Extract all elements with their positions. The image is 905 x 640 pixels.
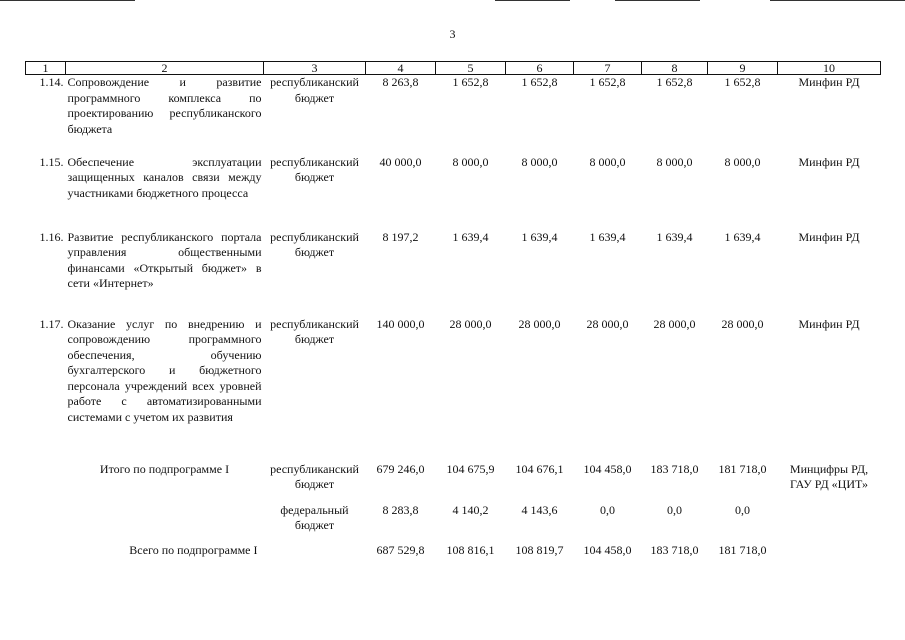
- row-value: 181 718,0: [718, 542, 767, 557]
- row-value: 28 000,0: [518, 316, 561, 331]
- page-number: 3: [449, 27, 456, 41]
- empty-cell: [26, 462, 66, 503]
- row-value: 8 000,0: [724, 154, 761, 169]
- row-source: федеральный бюджет: [280, 502, 349, 532]
- row-value: 0,0: [600, 502, 615, 517]
- row-value: 1 639,4: [521, 229, 558, 244]
- column-header: 5: [436, 62, 506, 75]
- top-rule-left: [0, 0, 135, 1]
- top-rule-far-right: [770, 0, 905, 1]
- row-index: 1.16.: [39, 229, 64, 244]
- row-value: 28 000,0: [449, 316, 492, 331]
- total-row-federal: [26, 503, 881, 543]
- empty-cell: [264, 543, 366, 563]
- row-responsible: Минфин РД: [798, 154, 860, 169]
- row-value: 8 000,0: [452, 154, 489, 169]
- row-responsible: Минфин РД: [798, 75, 860, 89]
- row-value: 679 246,0: [376, 461, 425, 476]
- row-value: 108 819,7: [515, 542, 564, 557]
- row-responsible: Минцифры РД, ГАУ РД «ЦИТ»: [789, 461, 869, 491]
- row-value: 140 000,0: [376, 316, 425, 331]
- table-row: [26, 155, 881, 230]
- row-value: 104 675,9: [446, 461, 495, 476]
- column-header: 7: [574, 62, 642, 75]
- row-value: 183 718,0: [650, 461, 699, 476]
- itogo-label: Итого по подпрограмме I: [99, 461, 230, 476]
- row-value: 8 197,2: [382, 229, 419, 244]
- row-value: 40 000,0: [379, 154, 422, 169]
- row-value: 1 652,8: [521, 75, 558, 89]
- empty-cell: [26, 503, 66, 543]
- row-source: республиканский бюджет: [270, 154, 359, 184]
- row-value: 104 458,0: [583, 461, 632, 476]
- row-value: 687 529,8: [376, 542, 425, 557]
- row-name: Обеспечение эксплуатации защищенных каналов связи между участниками бюджетного процесса: [67, 154, 262, 200]
- row-value: 1 639,4: [656, 229, 693, 244]
- row-value: 1 652,8: [452, 75, 489, 89]
- row-source: республиканский бюджет: [270, 75, 359, 105]
- row-value: 1 639,4: [452, 229, 489, 244]
- table-row: [26, 230, 881, 317]
- column-header: 3: [264, 62, 366, 75]
- row-value: 1 652,8: [589, 75, 626, 89]
- column-header: 2: [66, 62, 264, 75]
- row-name: Развитие республиканского портала управления общественными финансами «Открытый бюджет» в сети «Интернет»: [67, 229, 262, 290]
- row-value: 4 143,6: [521, 502, 558, 517]
- top-rule-right: [615, 0, 700, 1]
- vsego-label: Всего по подпрограмме I: [129, 542, 258, 557]
- row-name: Сопровождение и развитие программного комплекса по проектированию республиканского бюджета: [67, 75, 262, 136]
- row-value: 4 140,2: [452, 502, 489, 517]
- total-row-republican: [26, 462, 881, 503]
- row-name: Оказание услуг по внедрению и сопровождению программного обеспечения, обучению бухгалтерского и бюджетного персонала учреждений всех уровней работе с автоматизированными системами с учетом их развития: [67, 316, 262, 424]
- column-header: 4: [366, 62, 436, 75]
- top-rule-middle: [495, 0, 570, 1]
- row-value: 1 639,4: [724, 229, 761, 244]
- row-index: 1.14.: [39, 75, 64, 89]
- row-value: 1 639,4: [589, 229, 626, 244]
- grand-total-row: [26, 543, 881, 563]
- empty-cell: [26, 543, 66, 563]
- row-value: 181 718,0: [718, 461, 767, 476]
- row-value: 8 263,8: [382, 75, 419, 89]
- row-value: 8 000,0: [521, 154, 558, 169]
- column-number-row: [26, 62, 881, 75]
- row-value: 0,0: [667, 502, 682, 517]
- empty-cell: [778, 543, 881, 563]
- row-value: 28 000,0: [586, 316, 629, 331]
- row-index: 1.15.: [39, 154, 64, 169]
- row-source: республиканский бюджет: [270, 316, 359, 346]
- table-row: [26, 75, 881, 155]
- row-value: 0,0: [735, 502, 750, 517]
- row-responsible: Минфин РД: [798, 229, 860, 244]
- row-index: 1.17.: [39, 316, 64, 331]
- budget-table: [25, 61, 881, 563]
- row-value: 108 816,1: [446, 542, 495, 557]
- row-value: 8 000,0: [656, 154, 693, 169]
- row-value: 104 458,0: [583, 542, 632, 557]
- table-row: [26, 317, 881, 462]
- row-value: 104 676,1: [515, 461, 564, 476]
- row-value: 8 283,8: [382, 502, 419, 517]
- column-header: 1: [26, 62, 66, 75]
- row-source: республиканский бюджет: [270, 461, 359, 491]
- row-value: 1 652,8: [656, 75, 693, 89]
- column-header: 8: [642, 62, 708, 75]
- row-responsible: Минфин РД: [798, 316, 860, 331]
- empty-cell: [66, 503, 264, 543]
- row-value: 28 000,0: [721, 316, 764, 331]
- row-value: 183 718,0: [650, 542, 699, 557]
- row-value: 28 000,0: [653, 316, 696, 331]
- column-header: 6: [506, 62, 574, 75]
- row-value: 1 652,8: [724, 75, 761, 89]
- row-value: 8 000,0: [589, 154, 626, 169]
- row-responsible: [778, 503, 881, 543]
- column-header: 10: [778, 62, 881, 75]
- row-source: республиканский бюджет: [270, 229, 359, 259]
- column-header: 9: [708, 62, 778, 75]
